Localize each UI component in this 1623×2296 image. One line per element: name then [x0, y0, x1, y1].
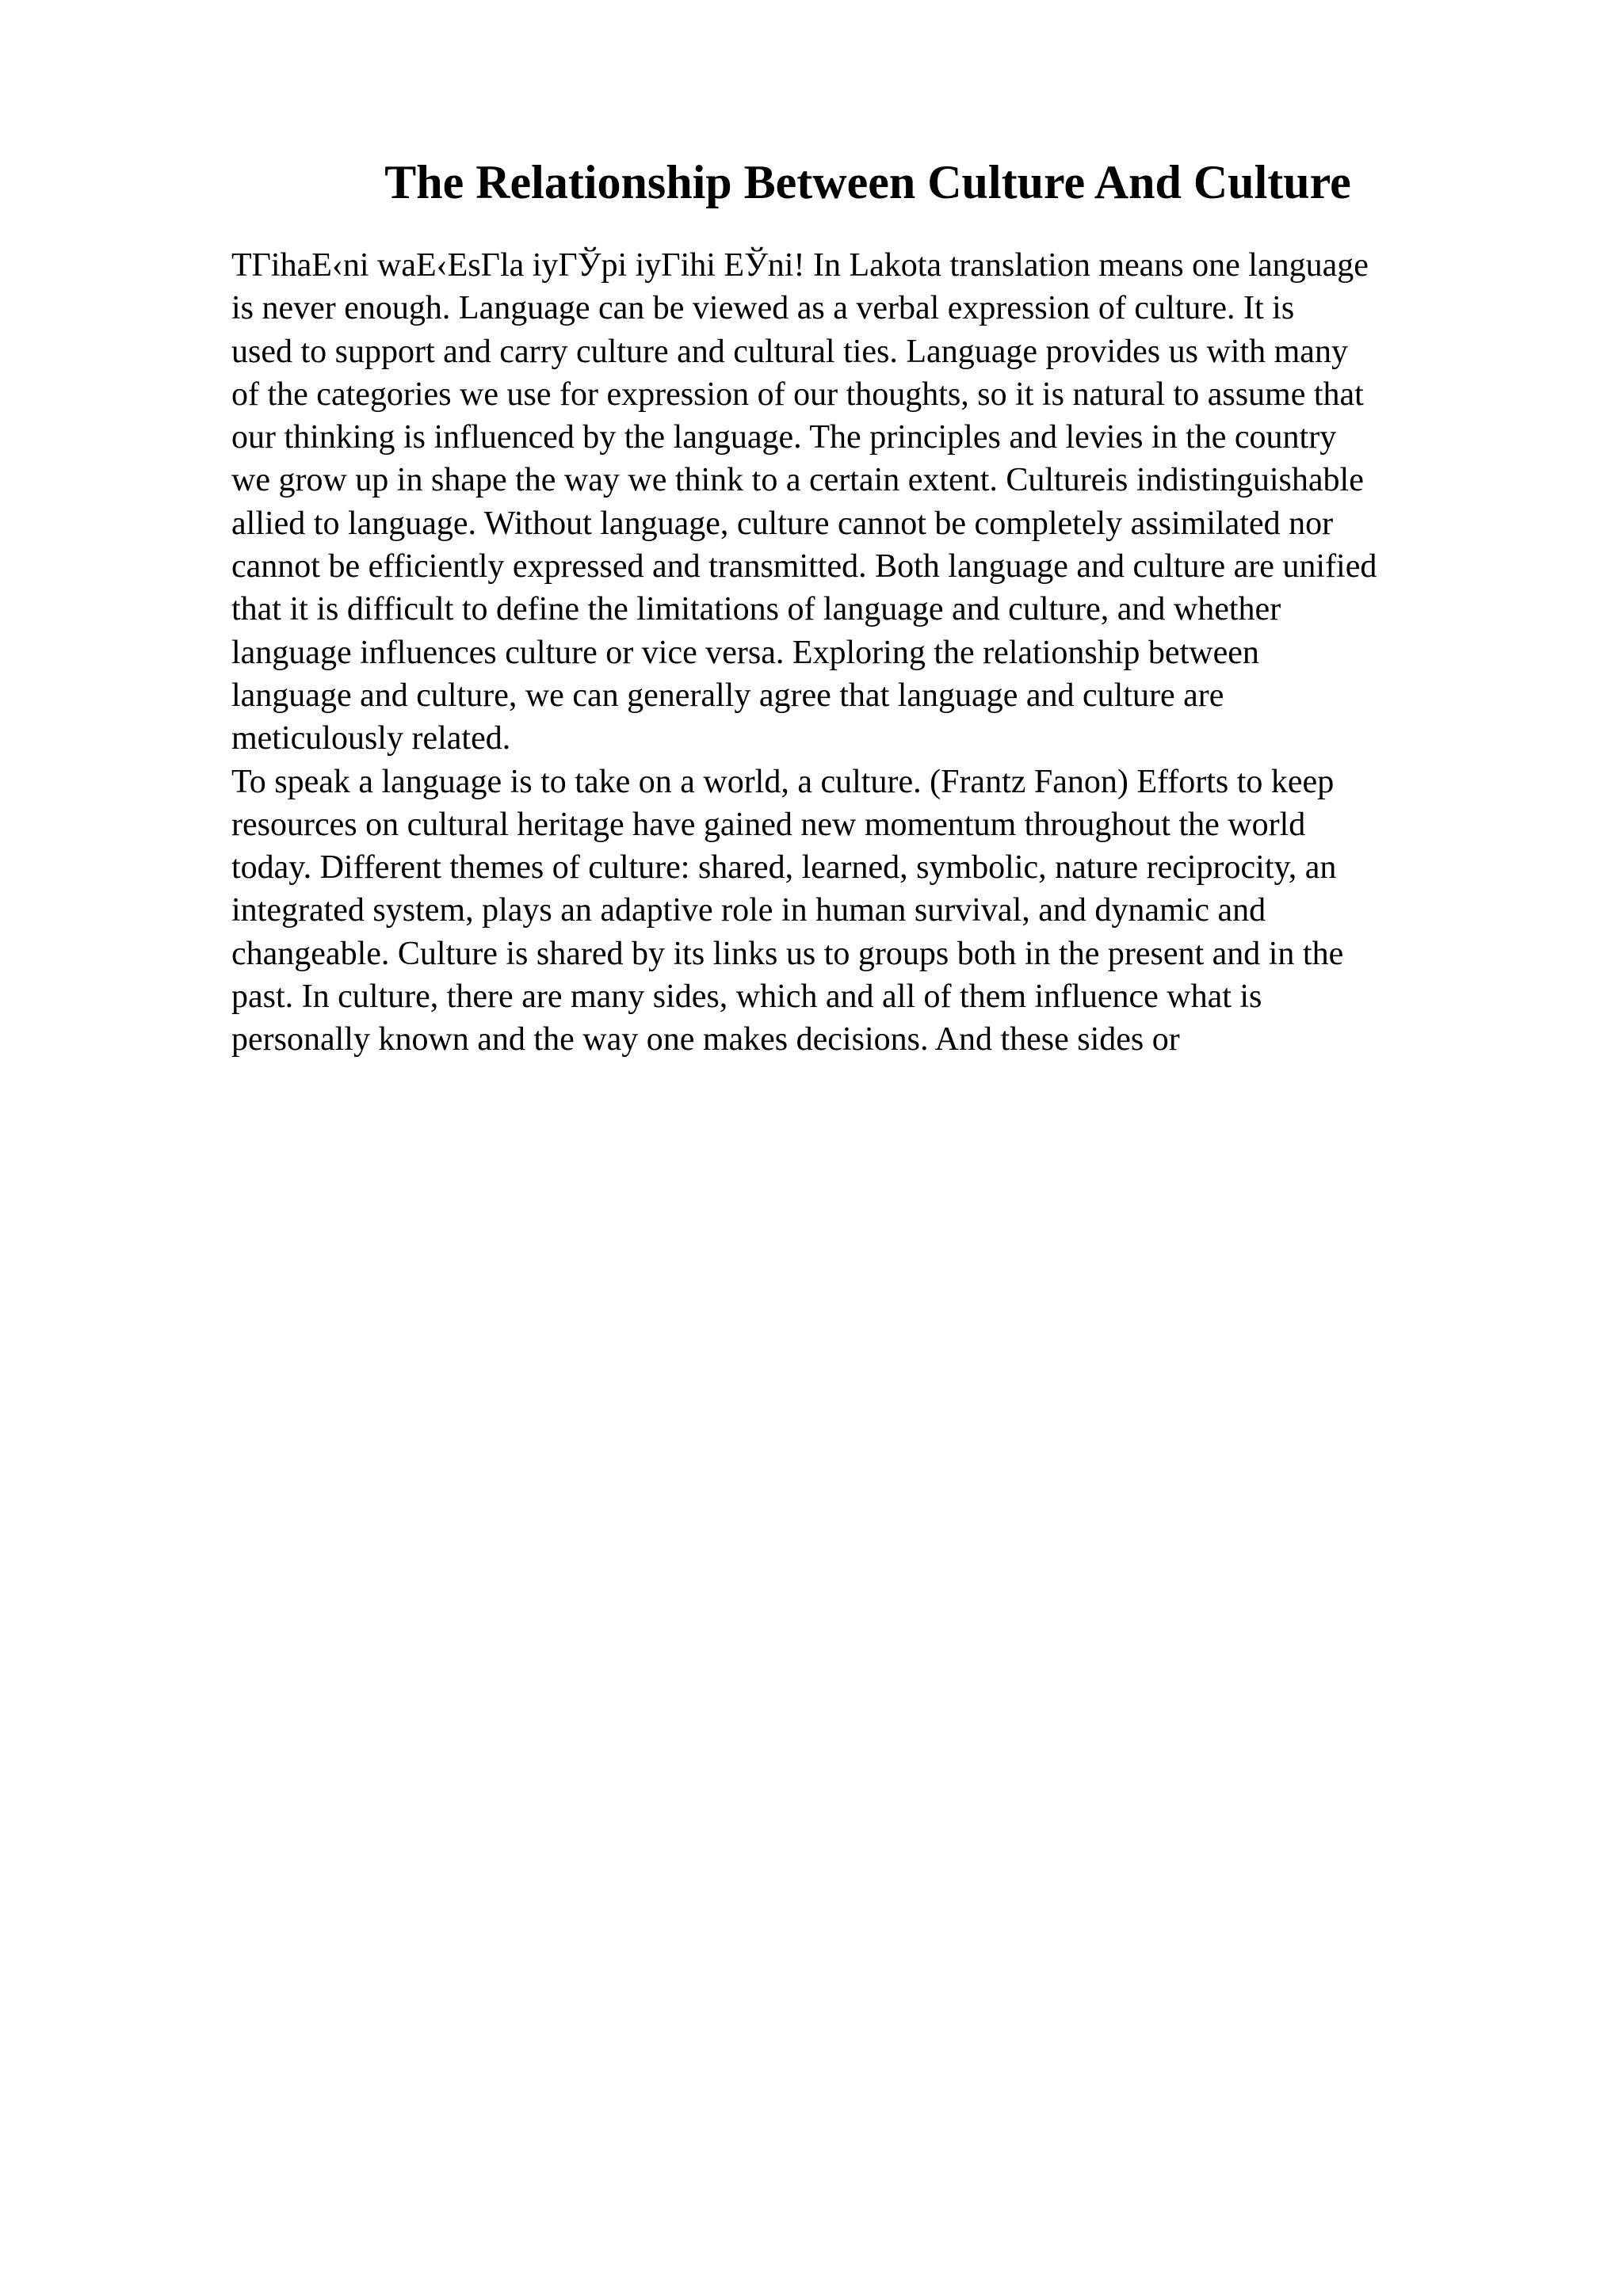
- text-line: To speak a language is to take on a world, a culture. (Frantz Fanon) Efforts to keep: [231, 763, 1335, 800]
- text-line: resources on cultural heritage have gained new momentum throughout the world: [231, 806, 1306, 843]
- text-line: language influences culture or vice versa. Exploring the relationship between: [231, 634, 1259, 671]
- text-line: changeable. Culture is shared by its links us to groups both in the present and in the: [231, 935, 1344, 972]
- text-line: meticulously related.: [231, 720, 511, 757]
- text-line: personally known and the way one makes decisions. And these sides or: [231, 1021, 1180, 1058]
- text-line: past. In culture, there are many sides, which and all of them influence what is: [231, 978, 1262, 1016]
- text-line: is never enough. Language can be viewed as a verbal expression of culture. It is: [231, 290, 1295, 327]
- text-line: today. Different themes of culture: shared, learned, symbolic, nature reciprocity, an: [231, 849, 1337, 887]
- page-title: The Relationship Between Culture And Culture: [384, 156, 1351, 208]
- body-text: [231, 244, 1515, 1062]
- text-line: language and culture, we can generally agree that language and culture are: [231, 677, 1224, 714]
- text-line: allied to language. Without language, culture cannot be completely assimilated nor: [231, 505, 1334, 542]
- text-line: TГihaE‹ni waE‹EsГla iyГЎpi iyГihi EЎni! In Lakota translation means one language: [231, 247, 1369, 284]
- text-line: used to support and carry culture and cultural ties. Language provides us with many: [231, 333, 1348, 370]
- text-line: that it is difficult to define the limitations of language and culture, and whether: [231, 591, 1281, 628]
- text-line: of the categories we use for expression of our thoughts, so it is natural to assume that: [231, 376, 1364, 413]
- text-line: cannot be efficiently expressed and transmitted. Both language and culture are unified: [231, 548, 1377, 585]
- text-line: we grow up in shape the way we think to a certain extent. Cultureis indistinguishable: [231, 462, 1364, 499]
- text-line: our thinking is influenced by the language. The principles and levies in the country: [231, 419, 1337, 456]
- text-line: integrated system, plays an adaptive role in human survival, and dynamic and: [231, 892, 1266, 929]
